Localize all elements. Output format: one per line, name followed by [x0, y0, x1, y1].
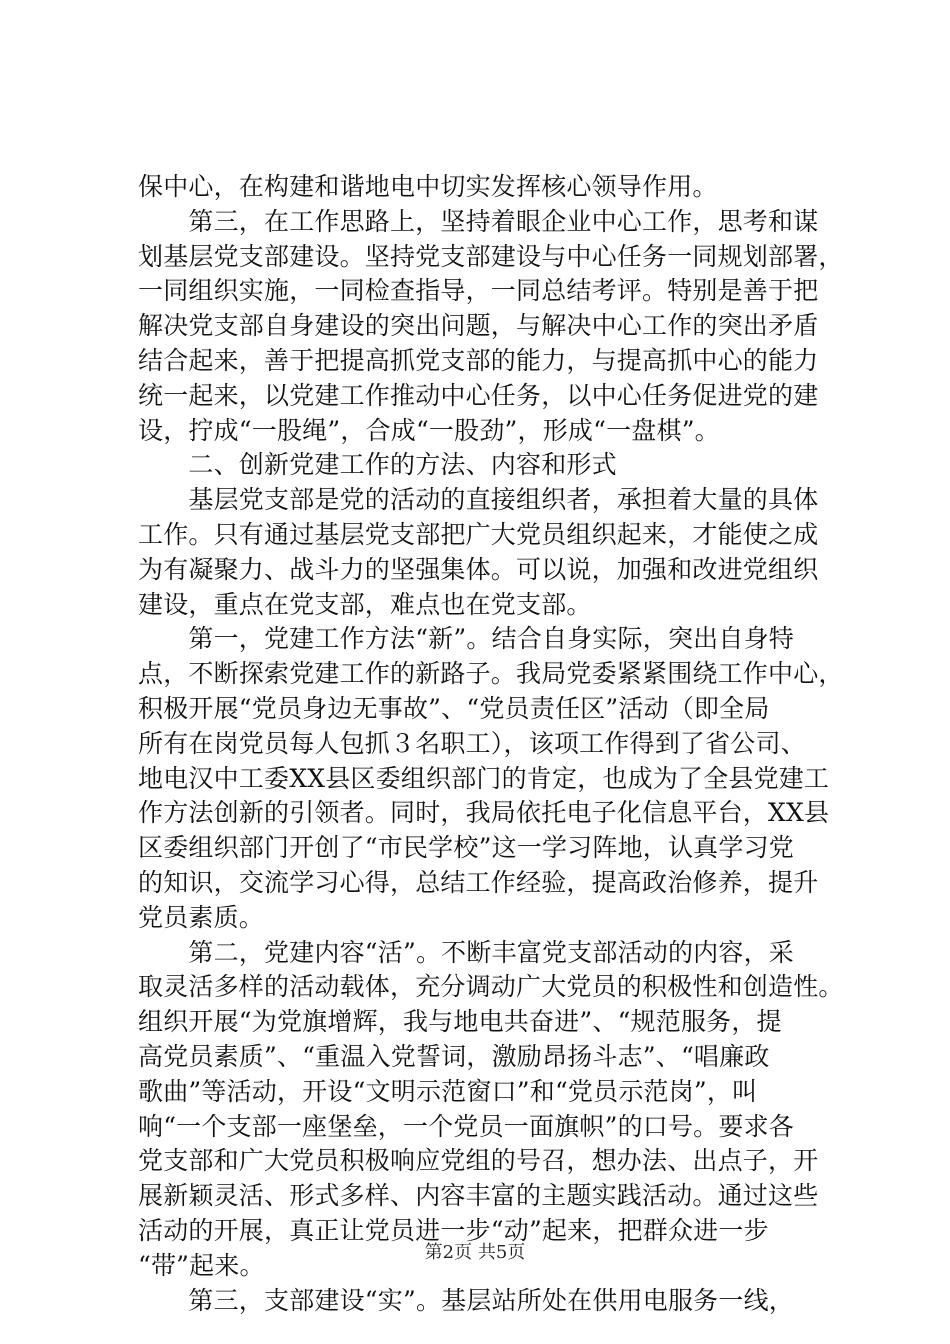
text-line: 划基层党支部建设。坚持党支部建设与中心任务一同规划部署，: [138, 241, 844, 271]
text-line: 地电汉中工委XX县区委组织部门的肯定，也成为了全县党建工: [138, 763, 830, 793]
text-line: 党支部和广大党员积极响应党组的号召，想办法、出点子，开: [138, 1146, 819, 1176]
text-line: 保中心，在构建和谐地电中切实发挥核心领导作用。: [138, 172, 718, 201]
text-line: 基层党支部是党的活动的直接组织者，承担着大量的具体: [138, 485, 819, 515]
text-line: 响“一个支部一座堡垒，一个党员一面旗帜”的口号。要求各: [138, 1111, 794, 1141]
text-line: 为有凝聚力、战斗力的坚强集体。可以说，加强和改进党组织: [138, 554, 819, 584]
text-line: 第三，支部建设“实”。基层站所处在供用电服务一线，: [138, 1285, 794, 1315]
text-line: 第二，党建内容“活”。不断丰富党支部活动的内容，采: [138, 937, 794, 967]
text-line: 取灵活多样的活动载体，充分调动广大党员的积极性和创造性。: [138, 972, 844, 1002]
text-line: 解决党支部自身建设的突出问题，与解决中心工作的突出矛盾: [138, 311, 819, 341]
text-line: 设，拧成“一股绳”，合成“一股劲”，形成“一盘棋”。: [138, 415, 720, 445]
text-line: 所有在岗党员每人包抓３名职工），该项工作得到了省公司、: [138, 728, 806, 758]
text-line: 工作。只有通过基层党支部把广大党员组织起来，才能使之成: [138, 519, 819, 549]
text-line: 结合起来，善于把提高抓党支部的能力，与提高抓中心的能力: [138, 345, 819, 375]
text-line: 第三，在工作思路上，坚持着眼企业中心工作，思考和谋: [138, 206, 819, 236]
text-line: 组织开展“为党旗增辉，我与地电共奋进”、“规范服务，提: [138, 1007, 782, 1037]
text-line: 一同组织实施，一同检查指导，一同总结考评。特别是善于把: [138, 276, 819, 306]
text-line: 点，不断探索党建工作的新路子。我局党委紧紧围绕工作中心，: [138, 659, 844, 689]
text-line: 建设，重点在党支部，难点也在党支部。: [138, 589, 592, 619]
document-body: [138, 170, 844, 1318]
text-line: 的知识，交流学习心得，总结工作经验，提高政治修养，提升: [138, 867, 819, 897]
text-line: 活动的开展，真正让党员进一步“动”起来，把群众进一步: [138, 1215, 769, 1245]
text-line: 统一起来，以党建工作推动中心任务，以中心任务促进党的建: [138, 380, 819, 410]
text-line: 积极开展“党员身边无事故”、“党员责任区”活动（即全局: [138, 693, 770, 723]
text-line: 歌曲”等活动，开设“文明示范窗口”和“党员示范岗”，叫: [138, 1076, 758, 1106]
text-line: 第一，党建工作方法“新”。结合自身实际，突出自身特: [138, 624, 794, 654]
page-footer: 第2页 共5页: [424, 1242, 526, 1263]
text-line: 党员素质。: [138, 902, 265, 932]
text-line: 展新颖灵活、形式多样、内容丰富的主题实践活动。通过这些: [138, 1181, 819, 1211]
text-line: 高党员素质”、“重温入党誓词，激励昂扬斗志”、“唱廉政: [138, 1041, 770, 1071]
text-line: 作方法创新的引领者。同时，我局依托电子化信息平台，XX县: [138, 798, 830, 828]
text-line: 二、创新党建工作的方法、内容和形式: [138, 450, 617, 480]
text-line: “带”起来。: [138, 1250, 265, 1280]
text-line: 区委组织部门开创了“市民学校”这一学习阵地，认真学习党: [138, 833, 794, 863]
